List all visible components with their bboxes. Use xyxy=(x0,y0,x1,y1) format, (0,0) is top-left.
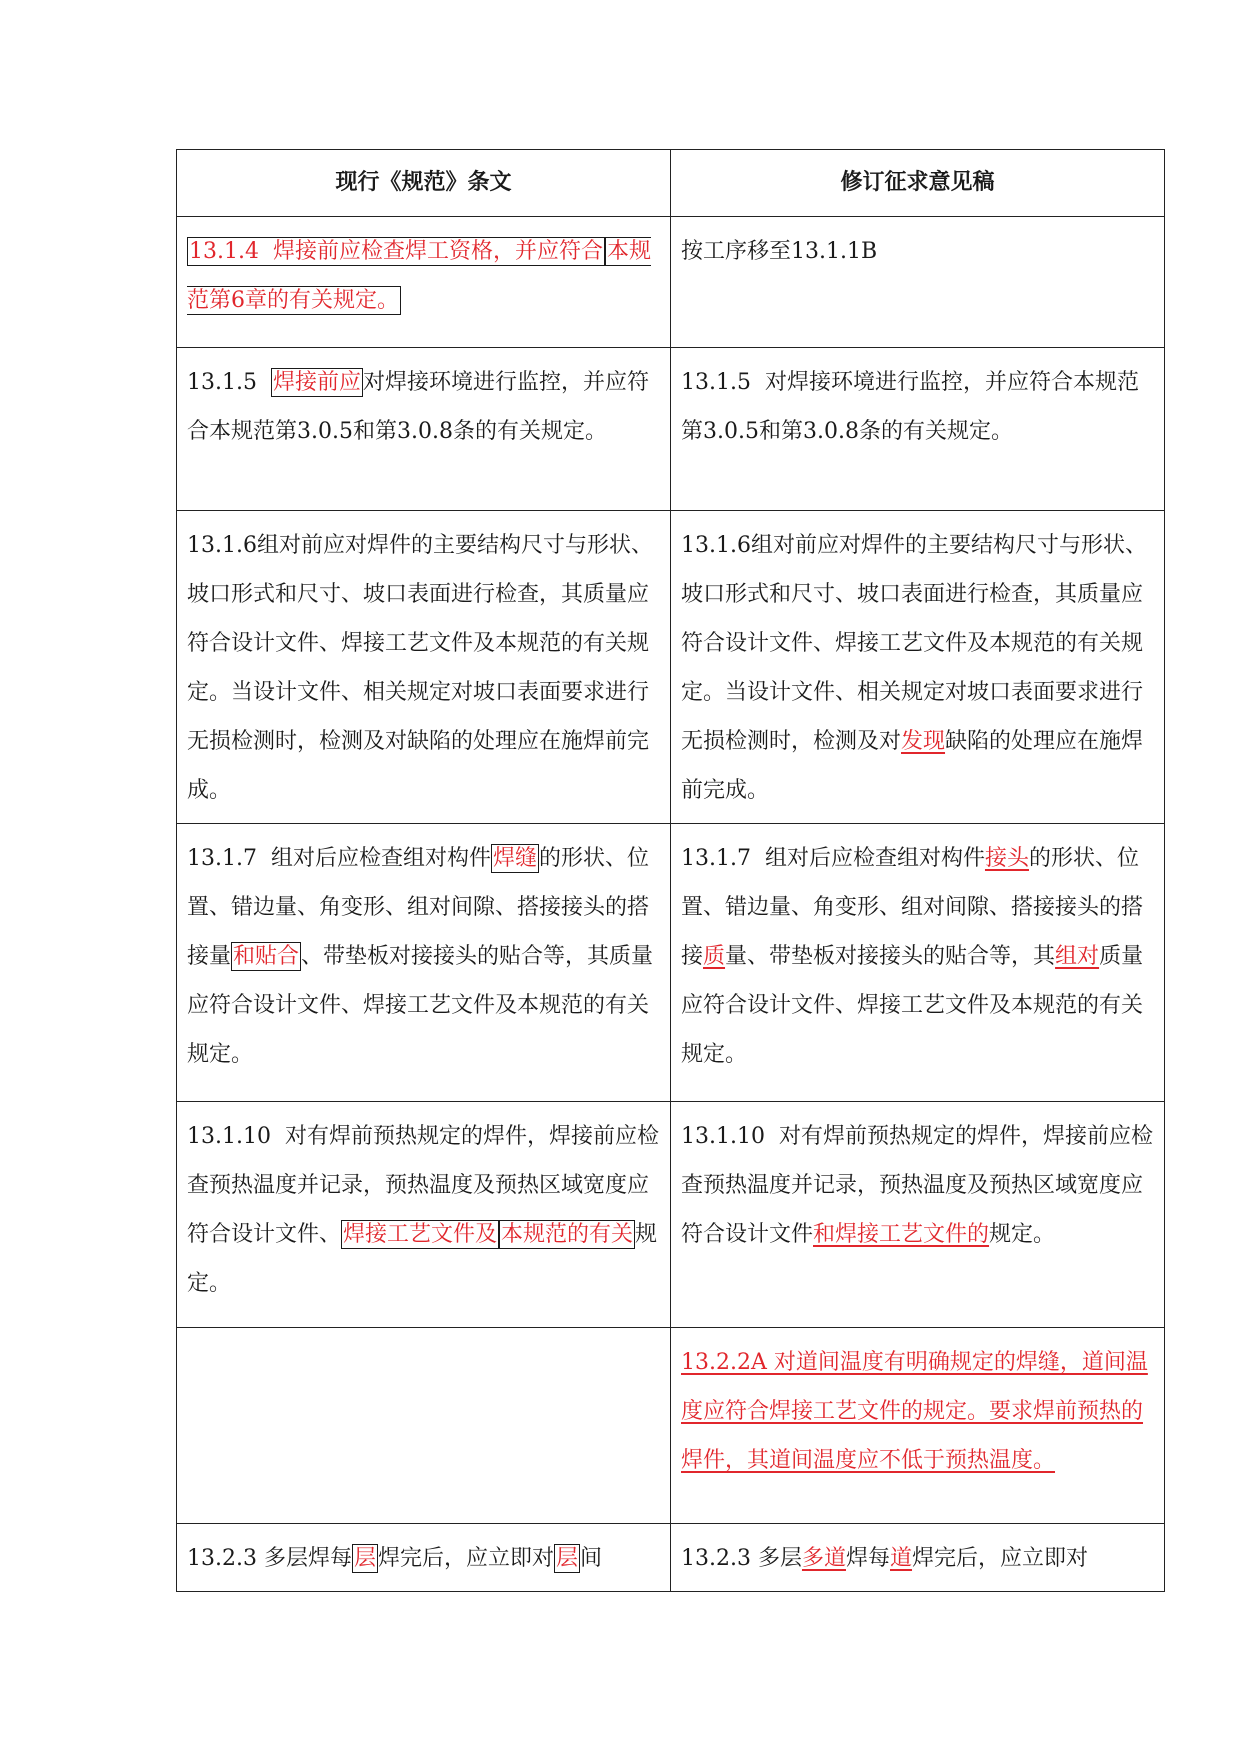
table-row xyxy=(177,511,1165,824)
cell-revision xyxy=(671,1328,1165,1524)
table-row xyxy=(177,217,1165,348)
clause-text: 13.1.7 组对后应检查组对构件 xyxy=(187,846,491,871)
deleted-text-box: 焊接前应 xyxy=(272,370,361,395)
clause-text: 对焊接环境进行监控，并应符合本规范第3.0.5和第3.0.8条的有关规定。 xyxy=(187,370,649,444)
clause-text: 13.1.10 对有焊前预热规定的焊件，焊接前应检查预热温度并记录，预热温度及预热区域宽度应符合设计文件 xyxy=(681,1124,1153,1247)
cell-revision xyxy=(671,511,1165,824)
cell-current xyxy=(177,348,671,511)
deleted-text-box: 13.1.4 焊接前应检查焊工资格，并应符合 xyxy=(189,239,603,264)
table-body xyxy=(177,217,1165,1592)
cell-revision xyxy=(671,824,1165,1102)
clause-text: 13.1.5 xyxy=(187,370,271,395)
cell-revision xyxy=(671,217,1165,348)
table-row xyxy=(177,1102,1165,1328)
header-revision-draft: 修订征求意见稿 xyxy=(671,150,1165,217)
table-row xyxy=(177,348,1165,511)
deleted-text-box: 层 xyxy=(353,1546,376,1571)
deleted-text-box: 本规范的有关 xyxy=(501,1222,634,1247)
clause-text: 13.1.6组对前应对焊件的主要结构尺寸与形状、坡口形式和尺寸、坡口表面进行检查，其质量应符合设计文件、焊接工艺文件及本规范的有关规定。当设计文件、相关规定对坡口表面要求进行无损检测时，检测及对缺陷的处理应在施焊前完成。 xyxy=(187,533,653,803)
deleted-text-box: 和贴合 xyxy=(233,944,300,969)
cell-current xyxy=(177,1524,671,1592)
inserted-text: 多道 xyxy=(801,1546,846,1571)
clause-text: 焊完后，应立即对 xyxy=(912,1546,1089,1571)
clause-text: 13.1.7 组对后应检查组对构件 xyxy=(681,846,985,871)
cell-current xyxy=(177,511,671,824)
clause-text: 、带垫板对接接头的贴合等，其质量应符合设计文件、焊接工艺文件及本规范的有关规定。 xyxy=(187,944,654,1067)
table-row xyxy=(177,824,1165,1102)
deleted-text-box: 层 xyxy=(556,1546,579,1571)
header-row xyxy=(177,150,1165,217)
clause-text: 规定。 xyxy=(187,1222,658,1296)
clause-text: 焊完后，应立即对 xyxy=(377,1546,554,1571)
clause-text: 量、带垫板对接接头的贴合等，其 xyxy=(725,944,1056,969)
clause-text: 间 xyxy=(580,1546,603,1571)
cell-current xyxy=(177,217,671,348)
clause-text: 13.1.10 对有焊前预热规定的焊件，焊接前应检查预热温度并记录，预热温度及预热区域宽度应符合设计文件、 xyxy=(187,1124,659,1247)
clause-text: 的形状、位置、错边量、角变形、组对间隙、搭接接头的搭接 xyxy=(681,846,1144,969)
deleted-text-box: 焊接工艺文件及 xyxy=(343,1222,498,1247)
cell-revision xyxy=(671,1524,1165,1592)
cell-revision xyxy=(671,348,1165,511)
table-row xyxy=(177,1328,1165,1524)
header-current-clause: 现行《规范》条文 xyxy=(177,150,671,217)
inserted-text: 组对 xyxy=(1055,944,1100,969)
deleted-text-box: 本规范第6章的有关规定。 xyxy=(187,239,651,313)
clause-text: 规定。 xyxy=(989,1222,1056,1247)
cell-revision xyxy=(671,1102,1165,1328)
clause-text: 13.2.3 多层焊每 xyxy=(187,1546,352,1571)
clause-text: 按工序移至13.1.1B xyxy=(681,239,878,264)
cell-current xyxy=(177,1328,671,1524)
inserted-text: 和焊接工艺文件的 xyxy=(813,1222,990,1247)
comparison-table xyxy=(176,149,1165,1592)
clause-text: 焊每 xyxy=(845,1546,890,1571)
clause-text: 的形状、位置、错边量、角变形、组对间隙、搭接接头的搭接量 xyxy=(187,846,650,969)
inserted-text: 13.2.2A 对道间温度有明确规定的焊缝，道间温度应符合焊接工艺文件的规定。要求焊前预热的焊件，其道间温度应不低于预热温度。 xyxy=(681,1350,1148,1473)
inserted-text: 质 xyxy=(703,944,726,969)
clause-text: 13.2.3 多层 xyxy=(681,1546,802,1571)
clause-text: 13.1.5 对焊接环境进行监控，并应符合本规范第3.0.5和第3.0.8条的有关规定。 xyxy=(681,370,1139,444)
inserted-text: 发现 xyxy=(901,729,946,754)
cell-current xyxy=(177,1102,671,1328)
inserted-text: 道 xyxy=(890,1546,913,1571)
clause-text: 质量应符合设计文件、焊接工艺文件及本规范的有关规定。 xyxy=(681,944,1144,1067)
inserted-text: 接头 xyxy=(984,846,1029,871)
clause-text: 13.1.6组对前应对焊件的主要结构尺寸与形状、坡口形式和尺寸、坡口表面进行检查，其质量应符合设计文件、焊接工艺文件及本规范的有关规定。当设计文件、相关规定对坡口表面要求进行无损检测时，检测及对 xyxy=(681,533,1147,754)
table-row xyxy=(177,1524,1165,1592)
deleted-text-box: 焊缝 xyxy=(492,846,537,871)
cell-current xyxy=(177,824,671,1102)
clause-text: 缺陷的处理应在施焊前完成。 xyxy=(681,729,1144,803)
